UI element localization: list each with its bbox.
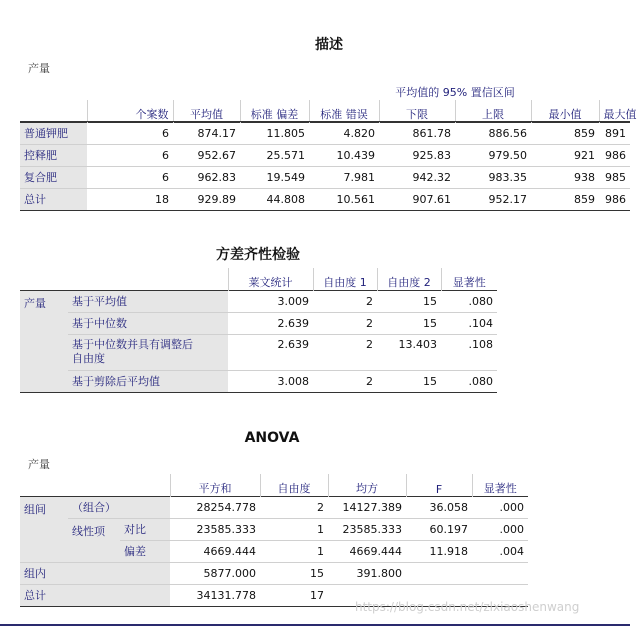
- cell: 13.403: [377, 334, 441, 370]
- cell: .000: [472, 496, 528, 518]
- cell: 3.009: [228, 290, 313, 312]
- watermark: https://blog.csdn.net/zlxiaoshenwang: [355, 600, 580, 614]
- col-upper: 上限: [455, 100, 531, 122]
- cell: 2: [313, 312, 377, 334]
- col-df1: 自由度 1: [313, 268, 377, 290]
- cell: 6: [87, 122, 173, 144]
- levene-title: 方差齐性检验: [216, 247, 300, 263]
- row-label: 总计: [20, 188, 87, 210]
- row-label-total: 总计: [20, 584, 170, 606]
- cell: 28254.778: [170, 496, 260, 518]
- cell: 15: [377, 312, 441, 334]
- cell: 925.83: [379, 144, 455, 166]
- descriptives-table: [20, 78, 637, 211]
- anova-table: [20, 474, 528, 607]
- cell: 5877.000: [170, 562, 260, 584]
- cell: 2: [313, 334, 377, 370]
- cell: 7.981: [309, 166, 379, 188]
- cell: 907.61: [412, 192, 451, 206]
- cell: 17: [310, 588, 324, 602]
- descriptives-dependent-label: 产量: [28, 62, 50, 75]
- bottom-divider: [0, 624, 630, 626]
- cell: .104: [441, 312, 497, 334]
- cell: 859: [574, 192, 596, 206]
- cell: 44.808: [266, 192, 305, 206]
- cell: 25.571: [240, 144, 309, 166]
- cell: .004: [472, 540, 528, 562]
- col-mean: 平均值: [173, 100, 240, 122]
- cell: [472, 562, 528, 584]
- cell: 19.549: [240, 166, 309, 188]
- col-max: 最大值: [599, 100, 630, 122]
- col-levene-stat: 莱文统计: [228, 268, 313, 290]
- cell: 15: [260, 562, 328, 584]
- row-label-deviation: 偏差: [120, 540, 170, 562]
- descriptives-header-rule: [20, 121, 630, 122]
- cell: 18: [155, 192, 169, 206]
- cell: 952.17: [488, 192, 528, 206]
- row-label: 基于平均值: [68, 290, 228, 312]
- cell: [406, 562, 472, 584]
- table-row: [20, 370, 497, 392]
- row-label: 普通钾肥: [20, 122, 87, 144]
- descriptives-title: 描述: [315, 37, 343, 53]
- cell: 962.83: [173, 166, 240, 188]
- cell: 4.820: [309, 122, 379, 144]
- cell: 1: [260, 518, 328, 540]
- row-label-within: 组内: [20, 562, 170, 584]
- row-label-linear: 线性项: [68, 518, 120, 562]
- col-anova-sig: 显著性: [472, 474, 528, 496]
- cell: 929.89: [197, 192, 236, 206]
- cell: 1: [260, 540, 328, 562]
- table-row: [20, 290, 497, 312]
- cell: 874.17: [173, 122, 240, 144]
- row-label: 复合肥: [20, 166, 87, 188]
- cell: 4669.444: [328, 540, 406, 562]
- cell: 10.561: [336, 192, 375, 206]
- cell: 985: [599, 166, 630, 188]
- row-label: 控释肥: [20, 144, 87, 166]
- levene-table: [20, 268, 497, 393]
- cell: 391.800: [328, 562, 406, 584]
- cell: .108: [441, 334, 497, 370]
- cell: 891: [599, 122, 630, 144]
- ci-header: 平均值的 95% 置信区间: [395, 86, 515, 99]
- col-df: 自由度: [260, 474, 328, 496]
- col-std-err: 标准 错误: [309, 100, 379, 122]
- col-sig: 显著性: [441, 268, 497, 290]
- row-label: 基于中位数: [68, 312, 228, 334]
- cell: 859: [531, 122, 599, 144]
- row-label-line1: 基于中位数并具有调整后: [72, 338, 193, 351]
- cell: 4669.444: [170, 540, 260, 562]
- table-row: [20, 166, 630, 188]
- cell: 2: [366, 374, 373, 388]
- cell: 11.805: [240, 122, 309, 144]
- row-label-line2: 自由度: [72, 352, 105, 365]
- cell: 15: [377, 290, 441, 312]
- col-min: 最小值: [531, 100, 599, 122]
- cell: .000: [472, 518, 528, 540]
- cell: .080: [468, 374, 493, 388]
- cell: 986: [605, 192, 627, 206]
- table-row: [20, 122, 630, 144]
- row-label-combined: （组合）: [68, 496, 170, 518]
- col-lower: 下限: [379, 100, 455, 122]
- cell: 2.639: [228, 312, 313, 334]
- table-row: [20, 496, 528, 518]
- row-label: 基于剪除后平均值: [68, 370, 228, 392]
- cell: 983.35: [455, 166, 531, 188]
- cell: 6: [87, 166, 173, 188]
- table-row: [20, 144, 630, 166]
- col-n: 个案数: [87, 100, 173, 122]
- cell: 23585.333: [328, 518, 406, 540]
- levene-dependent: 产量: [20, 290, 68, 392]
- cell: 2: [260, 496, 328, 518]
- cell: 34131.778: [196, 588, 256, 602]
- cell: 921: [531, 144, 599, 166]
- cell: 6: [87, 144, 173, 166]
- table-row: [20, 312, 497, 334]
- col-std-dev: 标准 偏差: [240, 100, 309, 122]
- cell: 60.197: [406, 518, 472, 540]
- cell: 10.439: [309, 144, 379, 166]
- col-f: F: [406, 474, 472, 496]
- cell: 942.32: [379, 166, 455, 188]
- cell: 15: [423, 374, 437, 388]
- cell: .080: [441, 290, 497, 312]
- cell: 886.56: [455, 122, 531, 144]
- cell: 11.918: [406, 540, 472, 562]
- cell: 2: [313, 290, 377, 312]
- cell: 14127.389: [328, 496, 406, 518]
- cell: 979.50: [455, 144, 531, 166]
- cell: 36.058: [406, 496, 472, 518]
- anova-title: ANOVA: [244, 430, 300, 446]
- cell: 952.67: [173, 144, 240, 166]
- table-row: [20, 334, 497, 370]
- cell: 938: [531, 166, 599, 188]
- table-row: [20, 188, 630, 210]
- cell: 3.008: [277, 374, 309, 388]
- table-row: [20, 562, 528, 584]
- row-label-between: 组间: [20, 496, 68, 562]
- table-row: [20, 518, 528, 540]
- cell: 986: [599, 144, 630, 166]
- row-label: [68, 334, 228, 370]
- cell: 23585.333: [170, 518, 260, 540]
- anova-dependent-label: 产量: [28, 458, 50, 471]
- row-label-contrast: 对比: [120, 518, 170, 540]
- col-ms: 均方: [328, 474, 406, 496]
- cell: 2.639: [228, 334, 313, 370]
- col-ss: 平方和: [170, 474, 260, 496]
- cell: 861.78: [379, 122, 455, 144]
- col-df2: 自由度 2: [377, 268, 441, 290]
